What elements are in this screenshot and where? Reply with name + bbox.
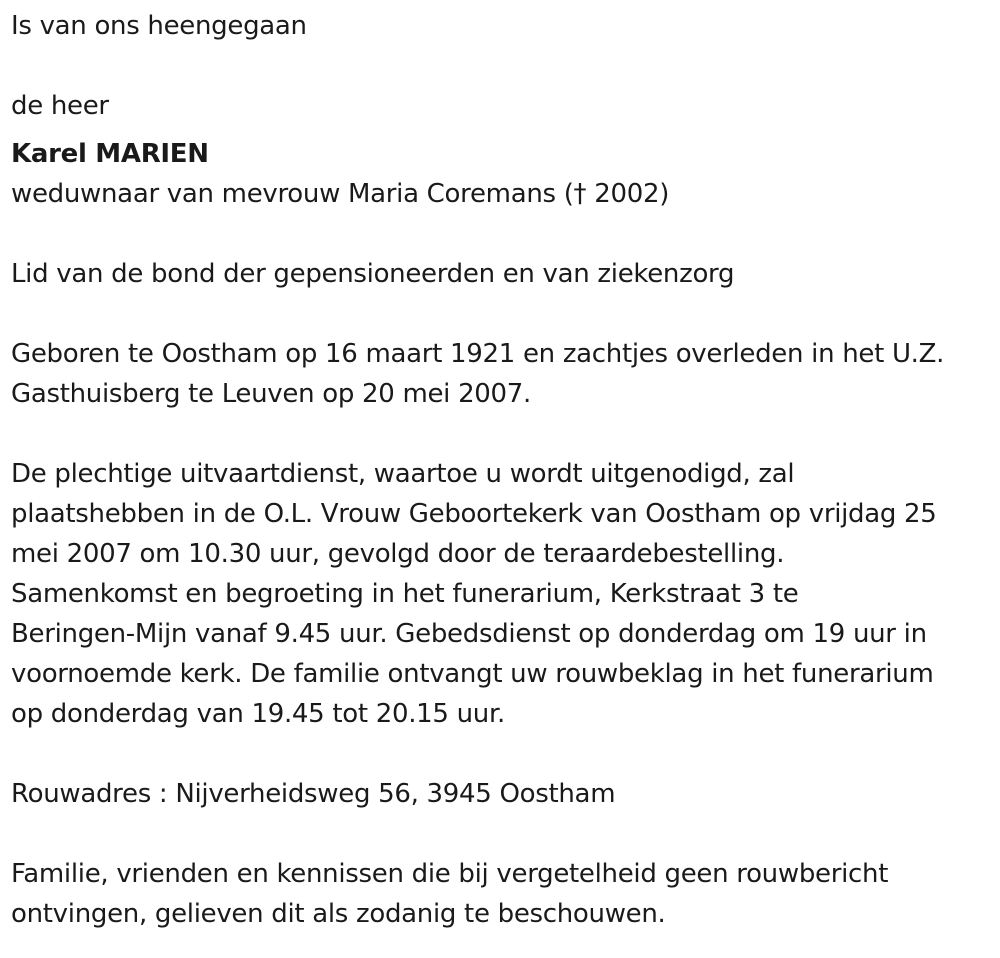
membership-text: Lid van de bond der gepensioneerden en van ziekenzorg: [11, 259, 735, 289]
deceased-name: Karel MARIEN: [11, 139, 209, 169]
spacer: [11, 214, 996, 254]
spacer: [11, 814, 996, 854]
spacer: [11, 46, 996, 86]
spacer: [11, 126, 996, 134]
birth-death-text: Geboren te Oostham op 16 maart 1921 en zachtjes overleden in het U.Z. Gasthuisberg te Leuven op 20 mei 2007.: [11, 339, 945, 409]
intro-text: Is van ons heengegaan: [11, 11, 307, 41]
closing-text: Familie, vrienden en kennissen die bij vergetelheid geen rouwbericht ontvingen, gelieven dit als zodanig te beschouwen.: [11, 859, 889, 929]
spacer: [11, 294, 996, 334]
spouse-text: weduwnaar van mevrouw Maria Coremans († 2002): [11, 179, 670, 209]
title-prefix: de heer: [11, 91, 109, 121]
death-notice: [11, 6, 996, 934]
mourning-address: Rouwadres : Nijverheidsweg 56, 3945 Oostham: [11, 779, 616, 809]
funeral-service-text: De plechtige uitvaartdienst, waartoe u wordt uitgenodigd, zal plaatshebben in de O.L. Vrouw Geboortekerk van Oostham op vrijdag 25 mei 2007 om 10.30 uur, gevolgd door de teraardebestelling. Samenkomst en begroeting in het funerarium, Kerkstraat 3 te Beringen-Mijn vanaf 9.45 uur. Gebedsdienst op donderdag om 19 uur in voornoemde kerk. De familie ontvangt uw rouwbeklag in het funerarium op donderdag van 19.45 tot 20.15 uur.: [11, 459, 937, 729]
spacer: [11, 734, 996, 774]
spacer: [11, 414, 996, 454]
